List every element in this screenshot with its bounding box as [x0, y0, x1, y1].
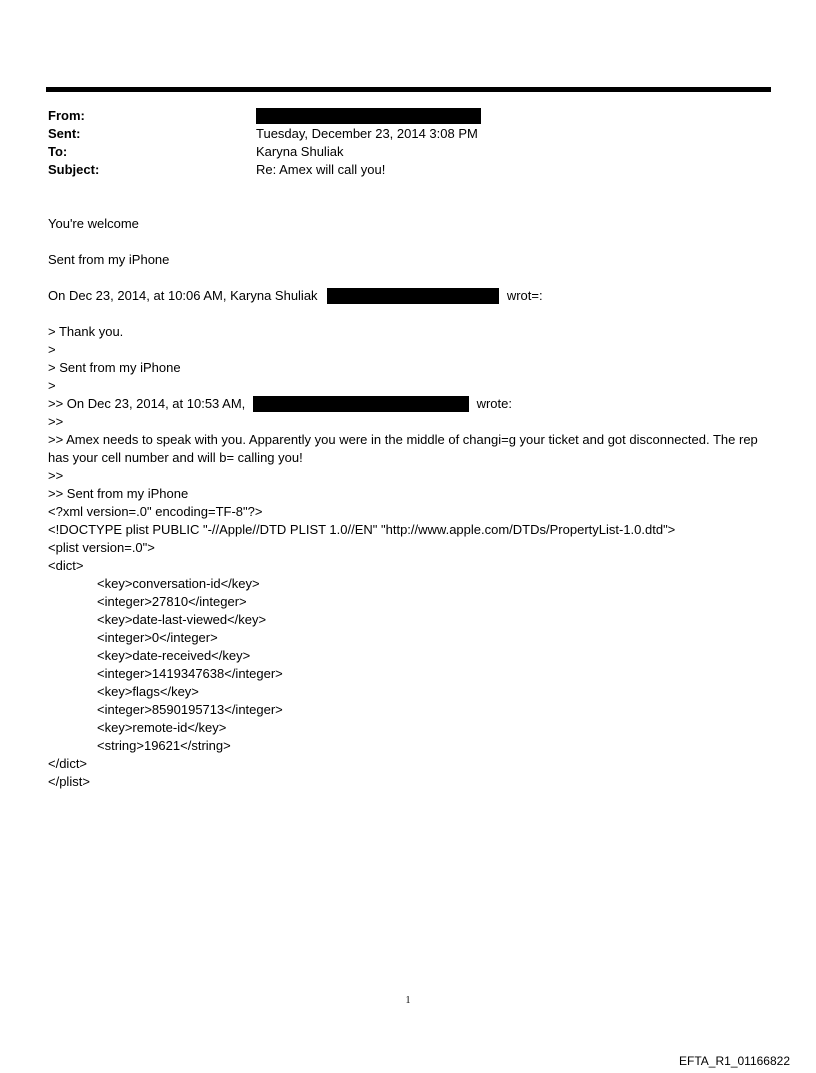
body-line: > Thank you.	[48, 324, 124, 339]
redacted-sender	[256, 108, 481, 124]
quote-attribution-line	[48, 287, 543, 305]
to-label: To:	[48, 144, 68, 159]
xml-line: <dict>	[48, 558, 84, 573]
xml-line: <key>date-last-viewed</key>	[97, 612, 267, 627]
xml-line: <plist version=.0">	[48, 540, 155, 555]
quote-attribution-line	[48, 395, 512, 413]
redacted-sender	[253, 396, 469, 412]
xml-line: </plist>	[48, 774, 90, 789]
attribution-text: >> On Dec 23, 2014, at 10:53 AM,	[48, 396, 246, 411]
page-number: 1	[405, 995, 411, 1006]
xml-line: <key>flags</key>	[97, 684, 199, 699]
subject-label: Subject:	[48, 162, 100, 177]
body-line: Sent from my iPhone	[48, 252, 170, 267]
sent-label: Sent:	[48, 126, 81, 141]
attribution-suffix: wrote:	[476, 396, 512, 411]
xml-line: <key>remote-id</key>	[97, 720, 227, 735]
message-paragraph: >> Amex needs to speak with you. Apparently you were in the middle of changi=g your ticket and got disconnected. The rep has your cell number and will b= calling you!	[48, 432, 758, 465]
body-line: You're welcome	[48, 216, 139, 231]
header-rule	[46, 87, 771, 92]
header-subject-row	[48, 161, 768, 179]
header-from-row	[48, 107, 768, 125]
xml-line: </dict>	[48, 756, 88, 771]
xml-line: <integer>8590195713</integer>	[97, 702, 283, 717]
xml-line: <integer>27810</integer>	[97, 594, 247, 609]
body-line: >	[48, 378, 56, 393]
xml-line: <key>date-received</key>	[97, 648, 251, 663]
subject-value: Re: Amex will call you!	[256, 162, 386, 177]
header-to-row	[48, 143, 768, 161]
xml-line: <?xml version=.0" encoding=TF-8"?>	[48, 504, 263, 519]
body-line: >	[48, 342, 56, 357]
xml-line: <integer>0</integer>	[97, 630, 218, 645]
xml-line: <integer>1419347638</integer>	[97, 666, 283, 681]
document-id: EFTA_R1_01166822	[679, 1054, 790, 1068]
attribution-suffix: wrot=:	[506, 288, 543, 303]
body-line: >>	[48, 414, 64, 429]
body-line: > Sent from my iPhone	[48, 360, 181, 375]
body-line: >> Sent from my iPhone	[48, 486, 189, 501]
xml-line: <string>19621</string>	[97, 738, 231, 753]
xml-line: <!DOCTYPE plist PUBLIC "-//Apple//DTD PLIST 1.0//EN" "http://www.apple.com/DTDs/PropertyList-1.0.dtd">	[48, 522, 676, 537]
body-line: >>	[48, 468, 64, 483]
from-label: From:	[48, 108, 85, 123]
to-value: Karyna Shuliak	[256, 144, 344, 159]
sent-value: Tuesday, December 23, 2014 3:08 PM	[256, 126, 478, 141]
xml-line: <key>conversation-id</key>	[97, 576, 260, 591]
redacted-email	[327, 288, 499, 304]
attribution-text: On Dec 23, 2014, at 10:06 AM, Karyna Shuliak	[48, 288, 318, 303]
header-sent-row	[48, 125, 768, 143]
